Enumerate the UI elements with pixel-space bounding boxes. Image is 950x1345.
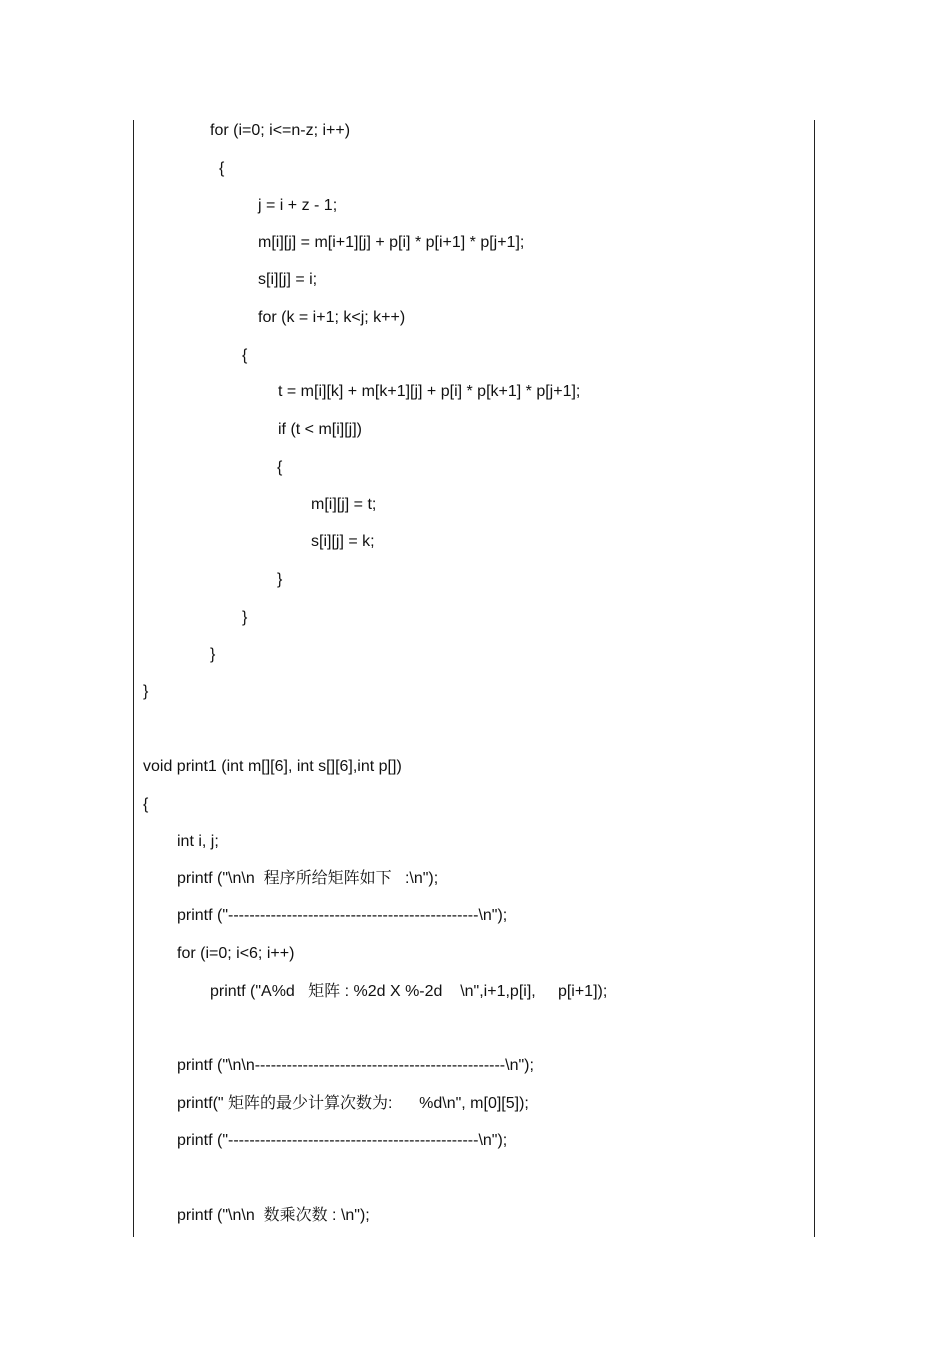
code-line: s[i][j] = i; <box>258 271 318 288</box>
code-line: for (i=0; i<=n-z; i++) <box>210 122 351 139</box>
code-line: t = m[i][k] + m[k+1][j] + p[i] * p[k+1] * p[j+1]; <box>278 383 581 400</box>
code-line: { <box>143 796 149 813</box>
code-line: printf ("-----------------------------------------------\n"); <box>177 907 508 924</box>
code-line: } <box>277 571 283 588</box>
code-line: int i, j; <box>177 833 219 850</box>
code-line: if (t < m[i][j]) <box>278 421 362 438</box>
code-line: s[i][j] = k; <box>311 533 375 550</box>
code-line: printf ("\n\n 数乘次数 : \n"); <box>177 1207 370 1224</box>
code-line: void print1 (int m[][6], int s[][6],int p[]) <box>143 758 402 775</box>
code-line: { <box>277 459 283 476</box>
code-line: m[i][j] = t; <box>311 496 377 513</box>
code-line: j = i + z - 1; <box>258 197 338 214</box>
code-line: printf(" 矩阵的最少计算次数为: %d\n", m[0][5]); <box>177 1095 529 1112</box>
code-line: for (k = i+1; k<j; k++) <box>258 309 406 326</box>
table-right-border <box>814 120 815 1237</box>
code-line: { <box>219 160 225 177</box>
table-left-border <box>133 120 134 1237</box>
code-line: m[i][j] = m[i+1][j] + p[i] * p[i+1] * p[j+1]; <box>258 234 525 251</box>
code-line: { <box>242 347 248 364</box>
code-line: printf ("\n\n 程序所给矩阵如下 :\n"); <box>177 870 439 887</box>
code-line: printf ("-----------------------------------------------\n"); <box>177 1132 508 1149</box>
code-line: printf ("\n\n-----------------------------------------------\n"); <box>177 1057 534 1074</box>
code-line: } <box>210 646 216 663</box>
code-line: printf ("A%d 矩阵 : %2d X %-2d \n",i+1,p[i], p[i+1]); <box>210 983 608 1000</box>
code-line: } <box>143 683 149 700</box>
code-line: } <box>242 609 248 626</box>
code-line: for (i=0; i<6; i++) <box>177 945 295 962</box>
